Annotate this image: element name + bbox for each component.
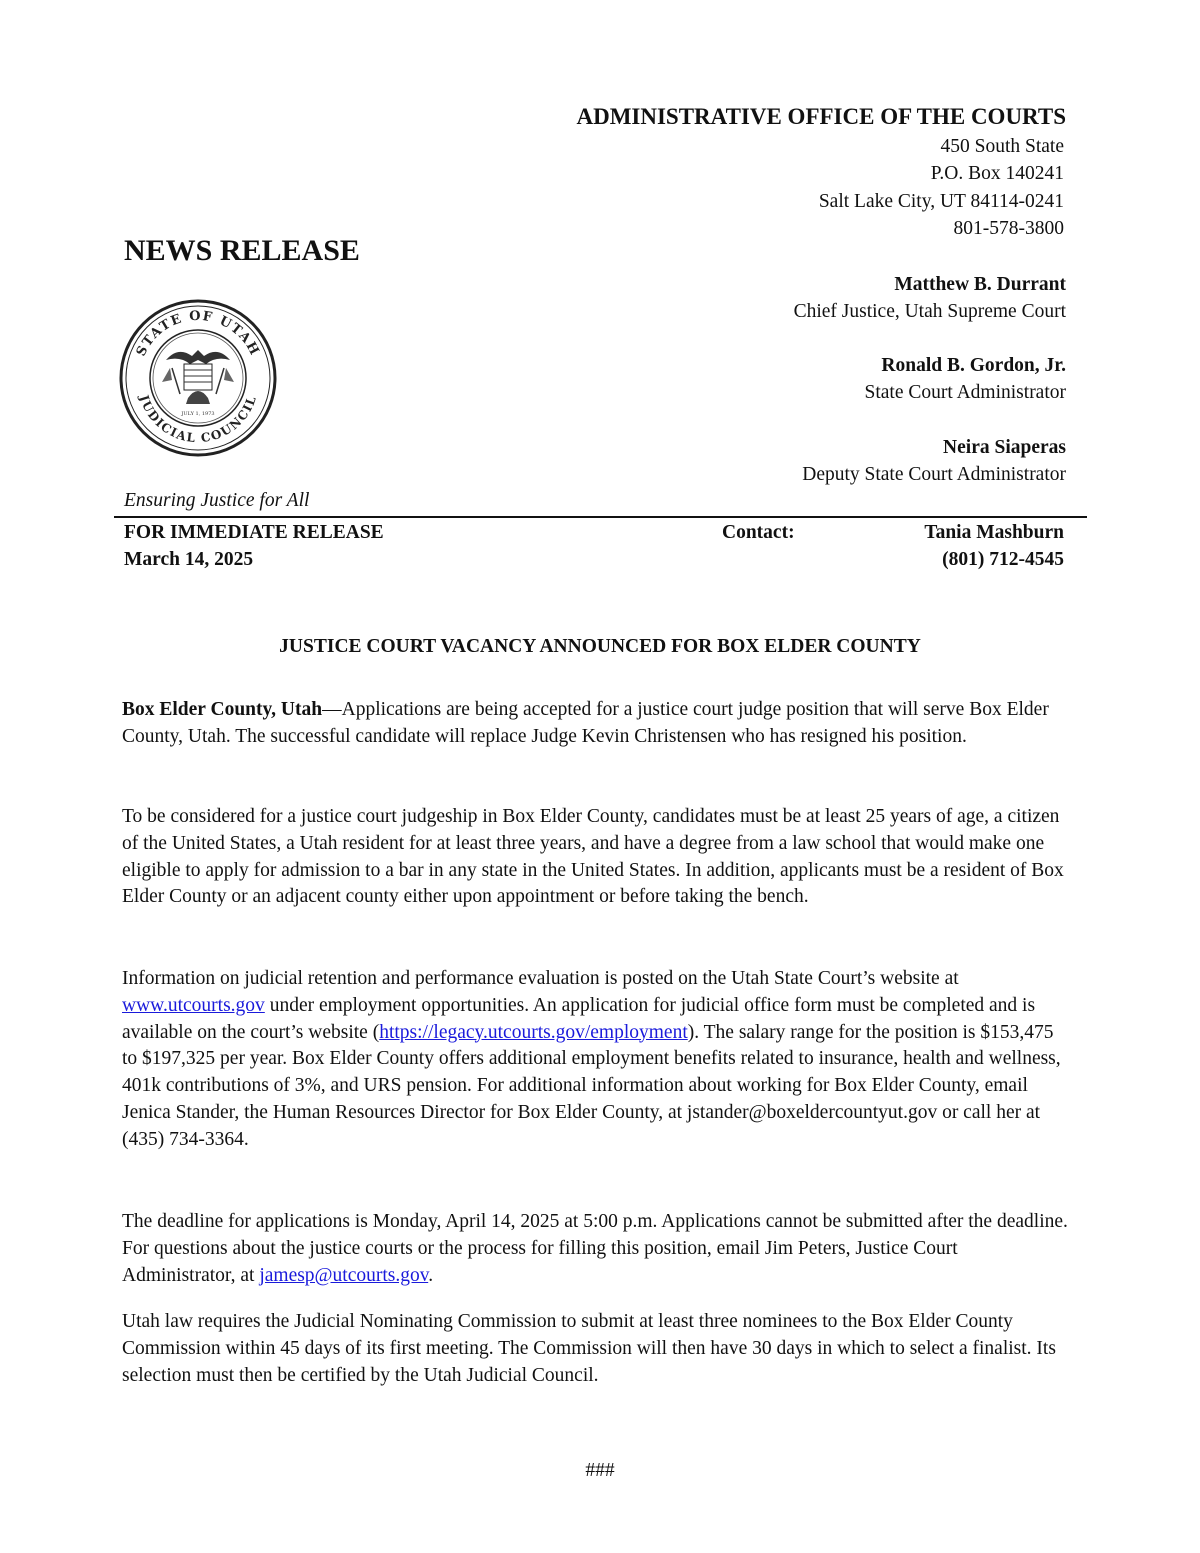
office-title: ADMINISTRATIVE OFFICE OF THE COURTS [576,104,1066,129]
paragraph-4-text-a: The deadline for applications is Monday, April 14, 2025 at 5:00 p.m. Applications cannot be submitted after the deadline. For questions about the justice courts or the process for filling this position, email Jim Peters, Justice Court Administrator, at [122,1211,1068,1286]
paragraph-3 [122,966,1072,1154]
paragraph-5-text: Utah law requires the Judicial Nominating Commission to submit at least three nominees to the Box Elder County Commission within 45 days of its first meeting. The Commission will then have 30 days in which to select a finalist. Its selection must then be certified by the Utah Judicial Council. [122,1311,1056,1386]
official-name-court-administrator: Ronald B. Gordon, Jr. [881,355,1066,376]
release-date: March 14, 2025 [124,549,254,570]
release-status: FOR IMMEDIATE RELEASE [124,522,384,543]
email-link[interactable]: jamesp@utcourts.gov [259,1264,429,1286]
paragraph-3-text-c: ). The salary range for the position is $153,475 to $197,325 per year. Box Elder County offers additional employment benefits related to insurance, health and wellness, 401k contributions of 3%, and URS pension. For additional information about working for Box Elder County, email Jenica Stander, the Human Resources Director for Box Elder County, at jstander@boxeldercountyut.gov or call her at (435) 734-3364. [122,1021,1061,1150]
paragraph-2-text: To be considered for a justice court judgeship in Box Elder County, candidates must be at least 25 years of age, a citizen of the United States, a Utah resident for at least three years, and have a degree from a law school that would make one eligible to apply for admission to a bar in any state in the United States. In addition, applicants must be a resident of Box Elder County or an adjacent county either upon appointment or before taking the bench. [122,806,1064,908]
dateline: Box Elder County, Utah [122,699,323,720]
office-phone: 801-578-3800 [953,218,1064,239]
seal-bottom-text: JUDICIAL COUNCIL [136,393,260,446]
office-address-line1: 450 South State [940,136,1064,157]
header-divider [114,516,1087,518]
seal-top-text: STATE OF UTAH [133,308,263,359]
paragraph-1-text: —Applications are being accepted for a justice court judge position that will serve Box Elder County, Utah. The successful candidate will replace Judge Kevin Christensen who has resigned his position. [122,699,1049,747]
paragraph-4 [122,1209,1072,1289]
headline: JUSTICE COURT VACANCY ANNOUNCED FOR BOX ELDER COUNTY [279,636,921,657]
judicial-council-seal [118,298,278,458]
contact-phone: (801) 712-4545 [942,549,1064,570]
utcourts-link[interactable]: www.utcourts.gov [122,994,265,1016]
paragraph-3-text-a: Information on judicial retention and performance evaluation is posted on the Utah State Court’s website at [122,968,959,989]
official-name-deputy-administrator: Neira Siaperas [943,437,1066,458]
contact-label: Contact: [722,522,795,543]
official-title-chief-justice: Chief Justice, Utah Supreme Court [793,301,1066,322]
paragraph-3-text-b: under employment opportunities. An application for judicial office form must be completed and is available on the court’s website ( [122,994,1036,1043]
paragraph-2 [122,804,1072,911]
end-mark: ### [585,1460,615,1481]
seal-date: JULY 1, 1973 [181,411,215,417]
official-name-chief-justice: Matthew B. Durrant [894,274,1066,295]
paragraph-4-text-b: . [428,1264,434,1286]
employment-link[interactable]: https://legacy.utcourts.gov/employment [379,1021,688,1043]
office-address-line2: P.O. Box 140241 [930,163,1064,184]
page-title: NEWS RELEASE [124,234,360,267]
office-address-line3: Salt Lake City, UT 84114-0241 [818,191,1064,212]
tagline: Ensuring Justice for All [124,490,310,511]
paragraph-1 [122,697,1072,751]
paragraph-5 [122,1309,1072,1389]
official-title-deputy-administrator: Deputy State Court Administrator [802,464,1066,485]
official-title-court-administrator: State Court Administrator [864,382,1066,403]
contact-name: Tania Mashburn [924,522,1064,543]
